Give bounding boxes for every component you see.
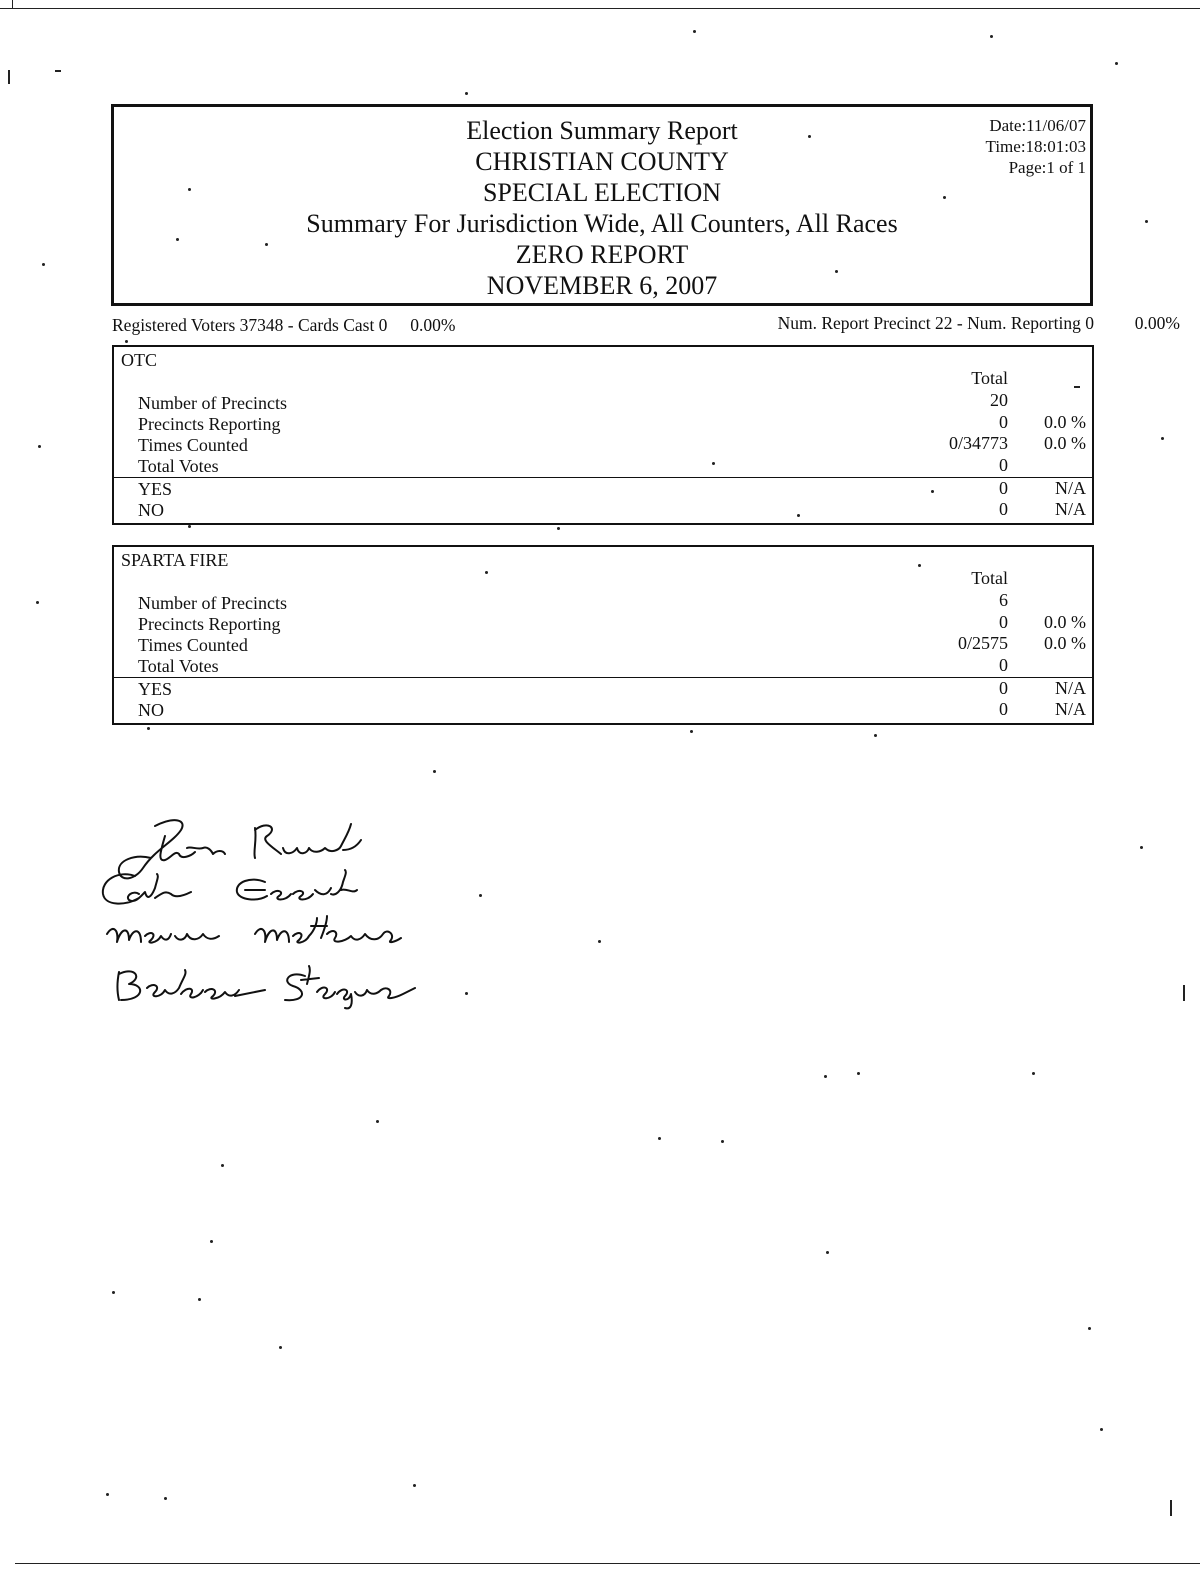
registered-voters-summary (112, 315, 455, 336)
choice-label-no: NO (138, 700, 164, 720)
scan-speck (38, 445, 41, 448)
report-title: Election Summary Report (466, 116, 738, 145)
scan-speck (943, 196, 946, 199)
row-label-times-counted: Times Counted (138, 435, 248, 455)
scan-speck (1140, 846, 1143, 849)
scan-speck (188, 525, 191, 528)
row-total-total-votes: 0 (999, 455, 1008, 475)
choice-total-yes: 0 (999, 678, 1008, 698)
precinct-reporting-percent: 0.00% (1134, 313, 1180, 333)
scan-speck (279, 1346, 282, 1349)
scan-speck (835, 270, 838, 273)
row-pct-precincts-reporting: 0.0 % (1044, 612, 1086, 632)
row-label-number-of-precincts: Number of Precincts (138, 593, 287, 613)
choice-total-no: 0 (999, 699, 1008, 719)
row-label-precincts-reporting: Precincts Reporting (138, 414, 281, 434)
election-name: SPECIAL ELECTION (482, 178, 722, 207)
scan-speck (721, 1140, 724, 1143)
scan-speck (465, 92, 468, 95)
scan-mark (1170, 1500, 1172, 1516)
choice-pct-no: N/A (1055, 699, 1086, 719)
choice-total-yes: 0 (999, 478, 1008, 498)
scan-speck (164, 1497, 167, 1500)
race-box-sparta-fire (112, 545, 1094, 725)
row-total-total-votes: 0 (999, 655, 1008, 675)
scan-speck (808, 135, 811, 138)
row-total-times-counted: 0/34773 (948, 433, 1008, 453)
scan-speck (1161, 437, 1164, 440)
scan-speck (874, 734, 877, 737)
signatures-block (95, 810, 475, 1010)
scan-speck (826, 1251, 829, 1254)
race-box-otc (112, 345, 1094, 525)
scan-speck (465, 992, 468, 995)
scan-speck (265, 243, 268, 246)
scan-speck (1032, 1072, 1035, 1075)
scan-speck (857, 1072, 860, 1075)
signature-carla-essick (103, 870, 357, 904)
choices-divider (114, 677, 1092, 678)
scan-speck (918, 564, 921, 567)
signature-marian-matthews (107, 916, 401, 943)
row-pct-times-counted: 0.0 % (1044, 633, 1086, 653)
scan-speck (931, 490, 934, 493)
choices-divider (114, 477, 1092, 478)
choice-label-yes: YES (138, 679, 173, 699)
row-pct-precincts-reporting: 0.0 % (1044, 412, 1086, 432)
choice-pct-yes: N/A (1055, 478, 1086, 498)
scan-speck (413, 1484, 416, 1487)
report-date: Date:11/06/07 (989, 116, 1086, 135)
scan-speck (990, 35, 993, 38)
total-column-header: Total (971, 368, 1008, 388)
scan-speck (36, 601, 39, 604)
scan-speck (1145, 220, 1148, 223)
scan-speck (210, 1240, 213, 1243)
scan-edge-top-left (12, 0, 13, 9)
choice-total-no: 0 (999, 499, 1008, 519)
scan-speck (125, 340, 128, 343)
summary-scope: Summary For Jurisdiction Wide, All Counters, All Races (306, 209, 898, 238)
precinct-reporting-summary (778, 313, 1094, 334)
scan-speck (824, 1075, 827, 1078)
row-label-total-votes: Total Votes (138, 656, 219, 676)
scan-speck (557, 527, 560, 530)
report-page: Page:1 of 1 (1008, 158, 1086, 177)
choice-pct-no: N/A (1055, 499, 1086, 519)
report-time: Time:18:01:03 (985, 137, 1086, 156)
scan-speck (376, 1120, 379, 1123)
row-total-times-counted: 0/2575 (957, 633, 1008, 653)
row-total-number-of-precincts: 6 (999, 590, 1008, 610)
row-total-precincts-reporting: 0 (999, 612, 1008, 632)
scan-speck (221, 1164, 224, 1167)
scan-edge-bottom (15, 1563, 1200, 1564)
scan-speck (106, 1493, 109, 1496)
scan-mark (1183, 985, 1185, 1001)
scan-speck (598, 940, 601, 943)
row-pct-times-counted: 0.0 % (1044, 433, 1086, 453)
row-total-number-of-precincts: 20 (990, 390, 1008, 410)
scan-speck (42, 263, 45, 266)
scan-speck (693, 30, 696, 33)
scan-mark (8, 70, 10, 84)
scan-speck (147, 727, 150, 730)
scan-speck (690, 730, 693, 733)
choice-label-no: NO (138, 500, 164, 520)
scan-speck (198, 1298, 201, 1301)
total-column-header: Total (971, 568, 1008, 588)
scan-mark (55, 70, 61, 72)
signature-barbara-stogner (118, 966, 416, 1008)
race-title: OTC (121, 350, 157, 370)
scan-speck (1088, 1327, 1091, 1330)
signature-lisa-russell (119, 820, 361, 878)
scan-speck (112, 1291, 115, 1294)
choice-pct-yes: N/A (1055, 678, 1086, 698)
election-date: NOVEMBER 6, 2007 (486, 271, 718, 300)
choice-label-yes: YES (138, 479, 173, 499)
scan-speck (797, 514, 800, 517)
row-total-precincts-reporting: 0 (999, 412, 1008, 432)
scan-speck (433, 770, 436, 773)
scan-speck (176, 238, 179, 241)
report-header-box (111, 104, 1093, 306)
row-label-number-of-precincts: Number of Precincts (138, 393, 287, 413)
registered-voters-text: Registered Voters 37348 - Cards Cast 0 (112, 315, 388, 335)
race-title: SPARTA FIRE (121, 550, 229, 570)
scan-mark (1074, 386, 1080, 388)
scan-speck (712, 462, 715, 465)
row-label-times-counted: Times Counted (138, 635, 248, 655)
scan-speck (1115, 62, 1118, 65)
cards-cast-percent: 0.00% (410, 315, 456, 335)
precinct-reporting-text: Num. Report Precinct 22 - Num. Reporting 0 (777, 313, 1094, 333)
report-type: ZERO REPORT (515, 240, 689, 269)
scan-speck (1100, 1428, 1103, 1431)
scan-speck (479, 894, 482, 897)
scan-edge-top (0, 8, 1200, 9)
scan-speck (485, 571, 488, 574)
county-name: CHRISTIAN COUNTY (475, 147, 729, 176)
scan-speck (188, 188, 191, 191)
row-label-precincts-reporting: Precincts Reporting (138, 614, 281, 634)
row-label-total-votes: Total Votes (138, 456, 219, 476)
scan-speck (658, 1137, 661, 1140)
